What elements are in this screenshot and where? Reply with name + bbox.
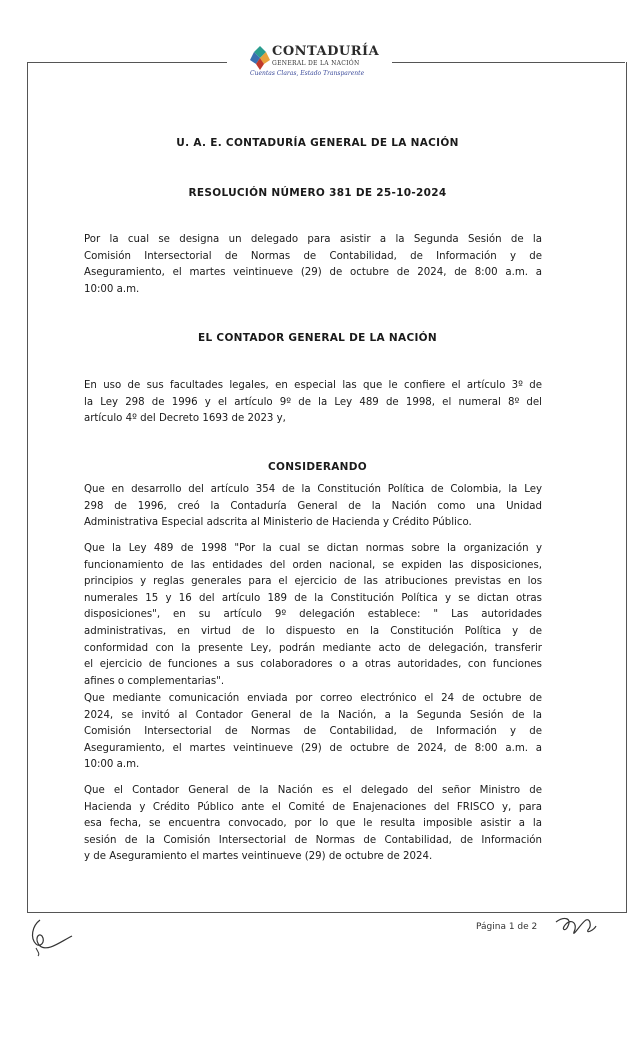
logo-mark-icon	[250, 46, 270, 70]
consideration-line: Que mediante comunicación enviada por correo electrónico el 24 de octubre de	[84, 693, 542, 704]
summary-line: 10:00 a.m.	[84, 283, 140, 295]
consideration-line: disposiciones", en su artículo 9º delegación establece: " Las autoridades	[84, 609, 542, 621]
powers-line: En uso de sus facultades legales, en especial las que le confiere el artículo 3º de	[84, 380, 542, 391]
consideration-line: y de Aseguramiento el martes veintinueve (29) de octubre de 2024.	[84, 851, 433, 863]
consideration-line: funcionamiento de las entidades del orden nacional, se expiden las disposiciones,	[84, 559, 542, 571]
consideration-line: sesión de la Comisión Intersectorial de Normas de Contabilidad, de Información	[84, 834, 542, 846]
consideration-line: Administrativa Especial adscrita al Ministerio de Hacienda y Crédito Público.	[84, 517, 472, 529]
consideration-line: el ejercicio de funciones a sus colaboradores o a otras autoridades, con funciones	[84, 659, 542, 671]
summary-line: Aseguramiento, el martes veintinueve (29) de octubre de 2024, de 8:00 a.m. a	[84, 267, 542, 279]
powers-paragraph	[84, 378, 542, 428]
consideration-line: Comisión Intersectorial de Normas de Contabilidad, de Información y de	[84, 726, 542, 738]
logo-subtitle: GENERAL DE LA NACIÓN	[272, 60, 360, 67]
resolution-heading: RESOLUCIÓN NÚMERO 381 DE 25-10-2024	[188, 187, 447, 199]
consideration-paragraph-2	[84, 541, 542, 690]
page-frame-top-left	[27, 62, 227, 63]
consideration-line: numerales 15 y 16 del artículo 189 de la Constitución Política y se dictan otras	[84, 592, 542, 604]
consideration-line: Hacienda y Crédito Público ante el Comité de Enajenaciones del FRISCO y, para	[84, 801, 542, 813]
entity-heading: U. A. E. CONTADURÍA GENERAL DE LA NACIÓN	[176, 137, 459, 149]
consideration-line: administrativas, en virtud de lo dispuesto en la Constitución Política y de	[84, 625, 542, 637]
consideration-paragraph-1	[84, 482, 542, 532]
logo-tagline: Cuentas Claras, Estado Transparente	[250, 70, 365, 77]
considering-heading: CONSIDERANDO	[267, 461, 368, 473]
consideration-line: 10:00 a.m.	[84, 759, 140, 771]
summary-paragraph	[84, 232, 542, 298]
contaduria-logo	[250, 44, 380, 80]
page-frame-top-right	[392, 62, 625, 63]
summary-line: Comisión Intersectorial de Normas de Contabilidad, de Información y de	[84, 250, 542, 262]
consideration-line: Que el Contador General de la Nación es el delegado del señor Ministro de	[84, 785, 542, 796]
consideration-line: esa fecha, se encuentra convocado, por lo que le resulta imposible asistir a la	[84, 818, 542, 830]
summary-line: Por la cual se designa un delegado para asistir a la Segunda Sesión de la	[84, 234, 542, 245]
consideration-line: afines o complementarias".	[84, 675, 225, 687]
consideration-line: Que la Ley 489 de 1998 "Por la cual se dictan normas sobre la organización y	[84, 543, 542, 554]
consideration-line: conformidad con la presente Ley, podrán mediante acto de delegación, transferir	[84, 642, 542, 654]
authority-heading: EL CONTADOR GENERAL DE LA NACIÓN	[198, 332, 437, 344]
consideration-line: 2024, se invitó al Contador General de la Nación, a la Segunda Sesión de la	[84, 709, 542, 721]
consideration-line: Aseguramiento, el martes veintinueve (29) de octubre de 2024, de 8:00 a.m. a	[84, 742, 542, 754]
page-number: Página 1 de 2	[476, 922, 538, 932]
powers-line: artículo 4º del Decreto 1693 de 2023 y,	[84, 413, 286, 425]
consideration-line: Que en desarrollo del artículo 354 de la Constitución Política de Colombia, la Ley	[84, 484, 542, 495]
initials-signature-left	[26, 912, 76, 958]
consideration-paragraph-3	[84, 691, 542, 774]
consideration-paragraph-4	[84, 783, 542, 866]
logo-title: CONTADURÍA	[272, 44, 380, 59]
initials-signature-right	[552, 912, 598, 942]
powers-line: la Ley 298 de 1996 y el artículo 9º de la Ley 489 de 1998, el numeral 8º del	[84, 396, 542, 408]
consideration-line: principios y reglas generales para el ejercicio de las atribuciones previstas en los	[84, 576, 542, 588]
consideration-line: 298 de 1996, creó la Contaduría General de la Nación como una Unidad	[84, 500, 542, 512]
